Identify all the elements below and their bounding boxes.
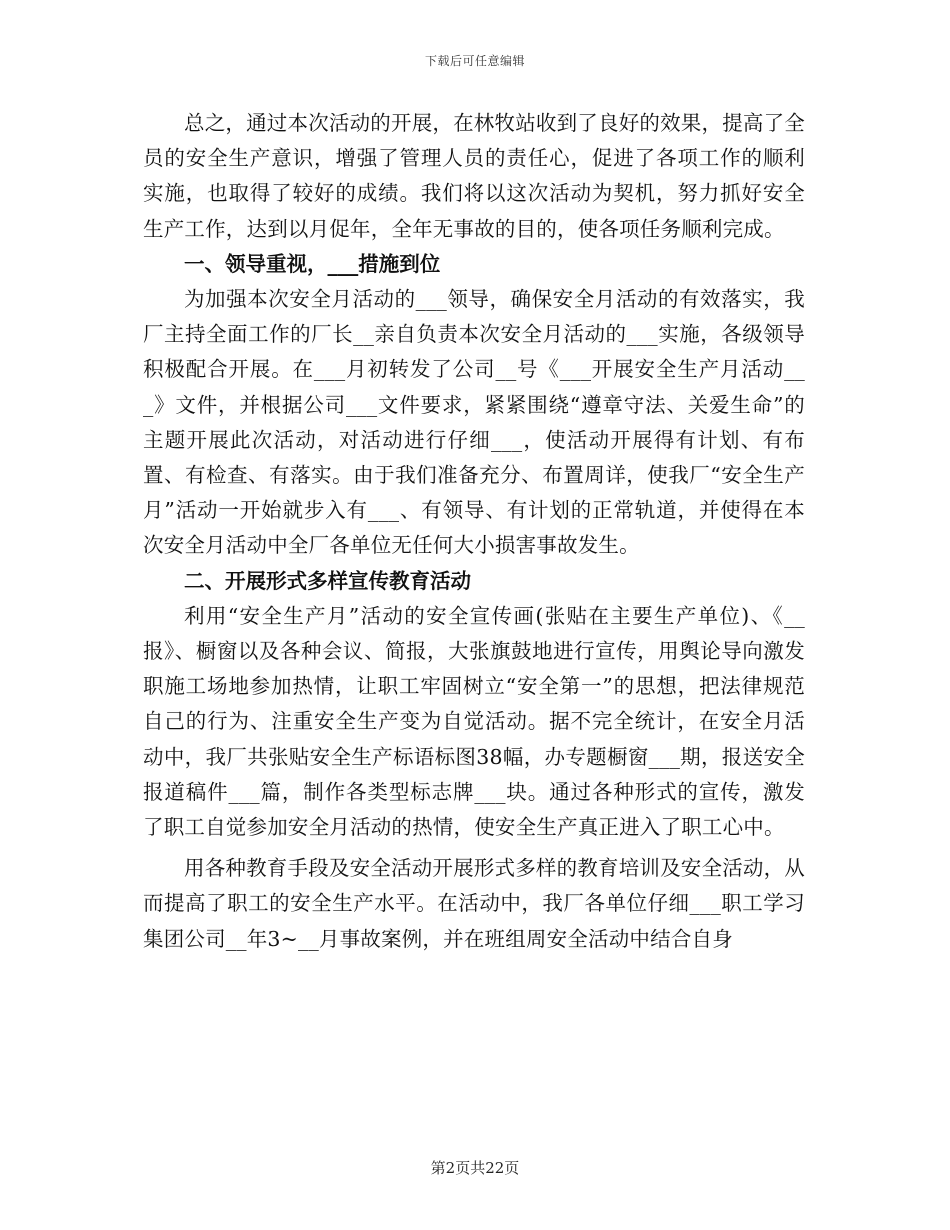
section-heading-2: 二、开展形式多样宣传教育活动 [184,568,471,593]
page-header: 下载后可任意编辑 [424,54,525,68]
paragraph-leadership: 为加强本次安全月活动的___领导，确保安全月活动的有效落实，我厂主持全面工作的厂长__亲自负责本次安全月活动的___实施，各级领导积极配合开展。在___月初转发了公司__号《___开展安全生产月活动___》文件，并根据公司___文件要求，紧紧围绕“遵章守法、关爱生命”的主题开展此次活动，对活动进行仔细___，使活动开展得有计划、有布置、有检查、有落实。由于我们准备充分、布置周详，使我厂“安全生产月”活动一开始就步入有___、有领导、有计划的正常轨道，并使得在本次安全月活动中全厂各单位无任何大小损害事故发生。 [143,287,805,558]
document-body [143,106,805,957]
paragraph-summary: 总之，通过本次活动的开展，在林牧站收到了良好的效果，提高了全员的安全生产意识，增强了管理人员的责任心，促进了各项工作的顺利实施，也取得了较好的成绩。我们将以这次活动为契机，努力抓好安全生产工作，达到以月促年，全年无事故的目的，使各项任务顺利完成。 [143,111,805,241]
paragraph-education: 用各种教育手段及安全活动开展形式多样的教育培训及安全活动，从而提高了职工的安全生产水平。在活动中，我厂各单位仔细___职工学习集团公司__年3~__月事故案例，并在班组周安全活动中结合自身 [143,856,805,951]
paragraph-publicity: 利用“安全生产月”活动的安全宣传画(张贴在主要生产单位)、《__报》、橱窗以及各种会议、简报，大张旗鼓地进行宣传，用舆论导向激发职施工场地参加热情，让职工牢固树立“安全第一”的思想，把法律规范自己的行为、注重安全生产变为自觉活动。据不完全统计，在安全月活动中，我厂共张贴安全生产标语标图38幅，办专题橱窗___期，报送安全报道稿件___篇，制作各类型标志牌___块。通过各种形式的宣传，激发了职工自觉参加安全月活动的热情，使安全生产真正进入了职工心中。 [143,603,805,840]
page-footer: 第2页共22页 [430,1159,520,1177]
section-heading-1: 一、领导重视，___措施到位 [184,251,441,276]
